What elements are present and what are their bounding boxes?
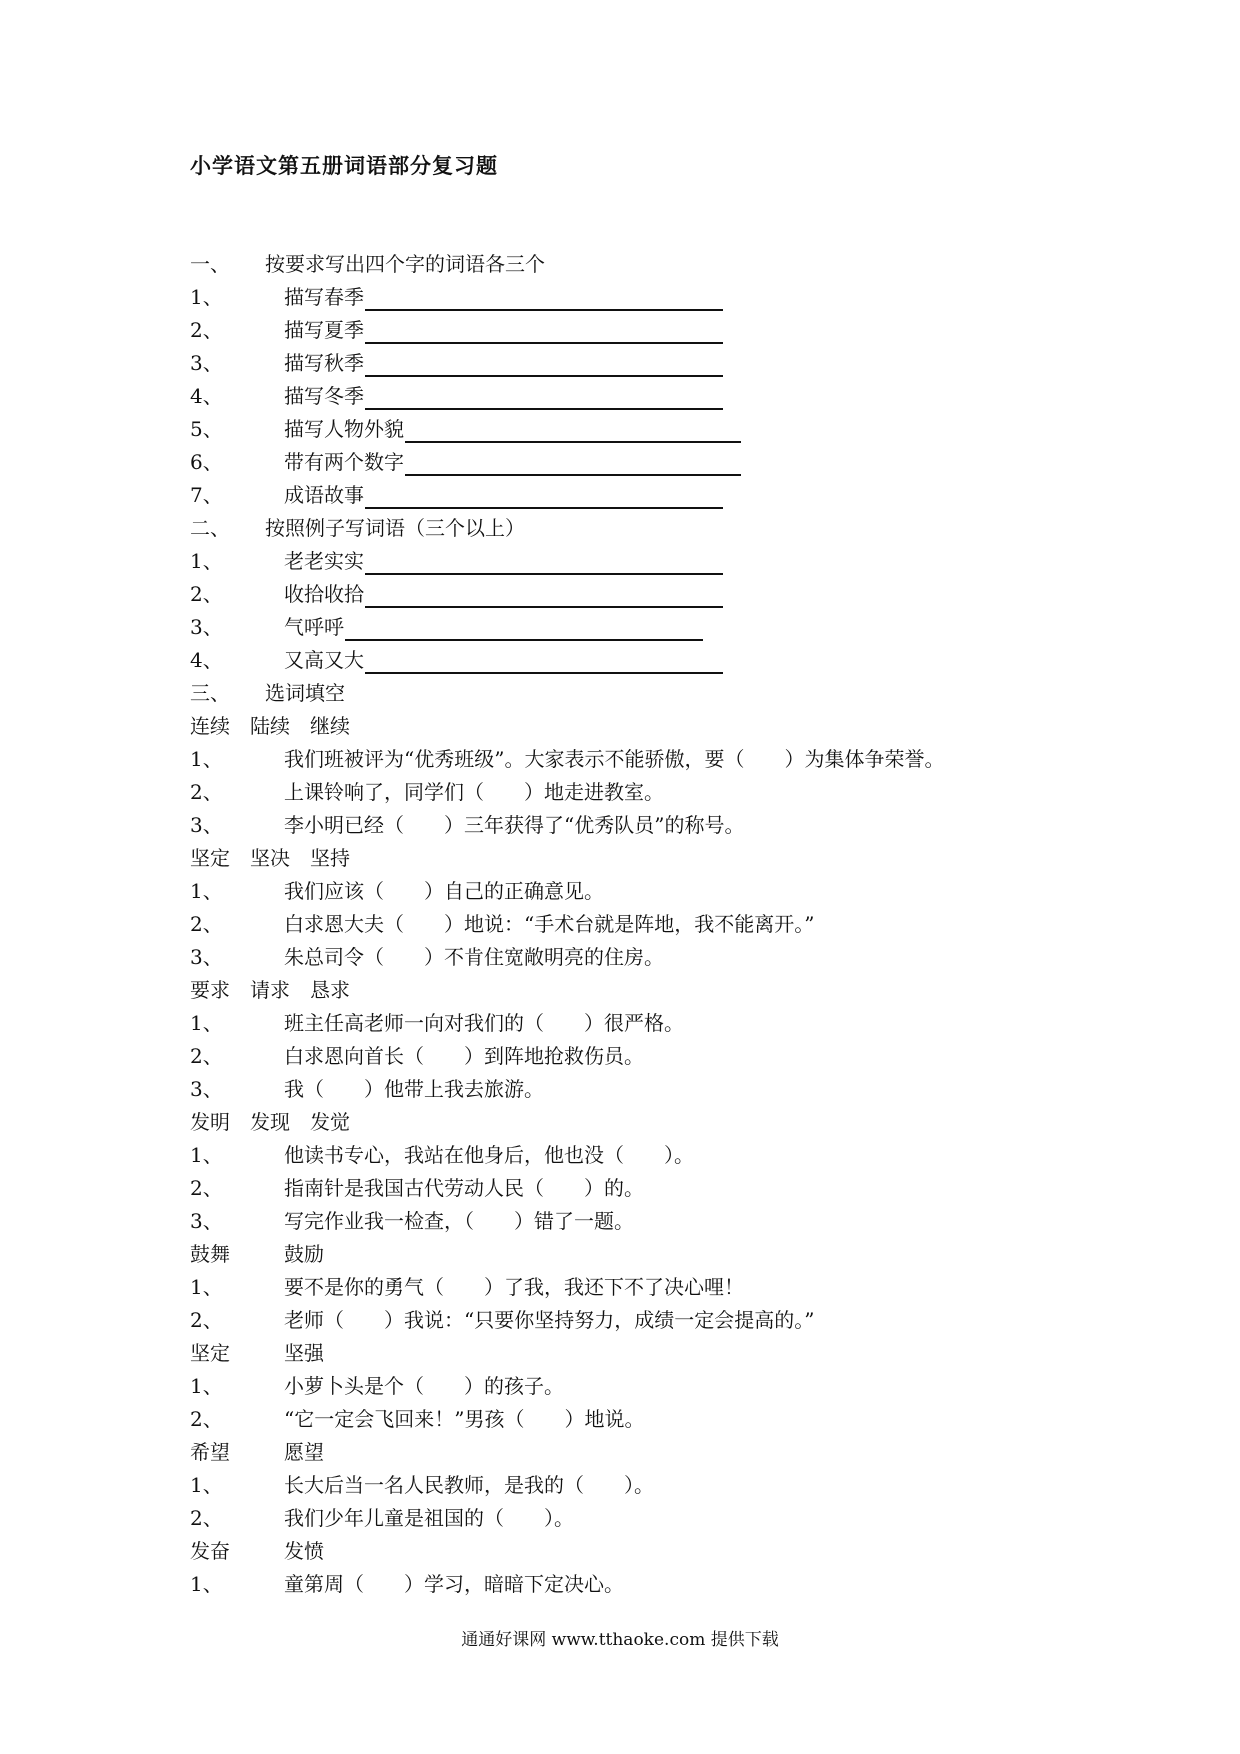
section-heading-3 xyxy=(190,677,1090,710)
item-number: 3、 xyxy=(190,1077,223,1101)
item-text: 童第周（ ）学习，暗暗下定决心。 xyxy=(284,1572,624,1596)
item-number: 1、 xyxy=(190,1572,223,1596)
answer-blank[interactable] xyxy=(365,384,723,410)
item-text: 白求恩向首长（ ）到阵地抢救伤员。 xyxy=(284,1044,644,1068)
word-option: 请求 xyxy=(250,978,290,1002)
list-item xyxy=(190,347,1090,380)
list-item xyxy=(190,743,1090,776)
list-item xyxy=(190,314,1090,347)
item-text: 班主任高老师一向对我们的（ ）很严格。 xyxy=(284,1011,684,1035)
item-number: 2、 xyxy=(190,1506,223,1530)
item-text: 指南针是我国古代劳动人民（ ）的。 xyxy=(284,1176,644,1200)
item-number: 1、 xyxy=(190,1374,223,1398)
item-number: 2、 xyxy=(190,1407,223,1431)
answer-blank[interactable] xyxy=(365,318,723,344)
item-text: 写完作业我一检查，（ ）错了一题。 xyxy=(284,1209,634,1233)
list-item xyxy=(190,644,1090,677)
word-choices xyxy=(190,1337,1090,1370)
word-option: 鼓舞 xyxy=(190,1242,230,1266)
list-item xyxy=(190,1007,1090,1040)
list-item xyxy=(190,1502,1090,1535)
list-item xyxy=(190,1403,1090,1436)
item-text: 我们班被评为“优秀班级”。大家表示不能骄傲，要（ ）为集体争荣誉。 xyxy=(284,747,945,771)
section-number: 三、 xyxy=(190,681,230,705)
item-number: 2、 xyxy=(190,1308,223,1332)
item-text: 白求恩大夫（ ）地说：“手术台就是阵地，我不能离开。” xyxy=(284,912,815,936)
list-item xyxy=(190,545,1090,578)
answer-blank[interactable] xyxy=(365,582,723,608)
item-number: 1、 xyxy=(190,1473,223,1497)
word-option: 希望 xyxy=(190,1440,230,1464)
item-number: 1、 xyxy=(190,879,223,903)
section-title: 按要求写出四个字的词语各三个 xyxy=(265,252,545,276)
word-option: 发觉 xyxy=(310,1110,350,1134)
list-item xyxy=(190,1040,1090,1073)
item-number: 3、 xyxy=(190,351,223,375)
word-option: 坚强 xyxy=(284,1341,324,1365)
word-option: 连续 xyxy=(190,714,230,738)
word-option: 坚定 xyxy=(190,846,230,870)
section-title: 按照例子写词语（三个以上） xyxy=(265,516,525,540)
item-number: 3、 xyxy=(190,615,223,639)
answer-blank[interactable] xyxy=(405,450,741,476)
word-option: 陆续 xyxy=(250,714,290,738)
item-number: 3、 xyxy=(190,813,223,837)
list-item xyxy=(190,776,1090,809)
item-text: 描写人物外貌 xyxy=(284,417,404,441)
word-option: 发愤 xyxy=(284,1539,324,1563)
word-option: 坚持 xyxy=(310,846,350,870)
page-title: 小学语文第五册词语部分复习题 xyxy=(190,153,498,178)
item-text: 要不是你的勇气（ ）了我，我还下不了决心哩！ xyxy=(284,1275,744,1299)
word-option: 坚定 xyxy=(190,1341,230,1365)
list-item xyxy=(190,1469,1090,1502)
word-option: 发现 xyxy=(250,1110,290,1134)
item-number: 2、 xyxy=(190,780,223,804)
item-text: 朱总司令（ ）不肯住宽敞明亮的住房。 xyxy=(284,945,664,969)
list-item xyxy=(190,413,1090,446)
item-text: 我们少年儿童是祖国的（ ）。 xyxy=(284,1506,574,1530)
list-item xyxy=(190,479,1090,512)
item-text: 描写冬季 xyxy=(284,384,364,408)
list-item xyxy=(190,1172,1090,1205)
item-number: 5、 xyxy=(190,417,223,441)
item-text: 老老实实 xyxy=(284,549,364,573)
list-item xyxy=(190,941,1090,974)
list-item xyxy=(190,1271,1090,1304)
list-item xyxy=(190,281,1090,314)
word-option: 发明 xyxy=(190,1110,230,1134)
word-option: 坚决 xyxy=(250,846,290,870)
word-option: 发奋 xyxy=(190,1539,230,1563)
item-text: 他读书专心，我站在他身后，他也没（ ）。 xyxy=(284,1143,694,1167)
item-text: 带有两个数字 xyxy=(284,450,404,474)
item-number: 2、 xyxy=(190,1176,223,1200)
item-text: “它一定会飞回来！”男孩（ ）地说。 xyxy=(284,1407,645,1431)
list-item xyxy=(190,446,1090,479)
list-item xyxy=(190,1139,1090,1172)
list-item xyxy=(190,578,1090,611)
item-number: 2、 xyxy=(190,1044,223,1068)
answer-blank[interactable] xyxy=(365,285,723,311)
word-choices xyxy=(190,710,1090,743)
item-number: 3、 xyxy=(190,945,223,969)
item-number: 3、 xyxy=(190,1209,223,1233)
word-choices xyxy=(190,1436,1090,1469)
item-text: 小萝卜头是个（ ）的孩子。 xyxy=(284,1374,564,1398)
list-item xyxy=(190,1304,1090,1337)
list-item xyxy=(190,875,1090,908)
word-choices xyxy=(190,1238,1090,1271)
item-number: 2、 xyxy=(190,318,223,342)
item-number: 1、 xyxy=(190,549,223,573)
list-item xyxy=(190,611,1090,644)
word-option: 恳求 xyxy=(310,978,350,1002)
word-option: 鼓励 xyxy=(284,1242,324,1266)
list-item xyxy=(190,1073,1090,1106)
answer-blank[interactable] xyxy=(345,615,703,641)
answer-blank[interactable] xyxy=(365,483,723,509)
item-number: 1、 xyxy=(190,1011,223,1035)
item-number: 4、 xyxy=(190,648,223,672)
item-text: 我（ ）他带上我去旅游。 xyxy=(284,1077,544,1101)
item-text: 描写夏季 xyxy=(284,318,364,342)
word-option: 愿望 xyxy=(284,1440,324,1464)
item-number: 2、 xyxy=(190,912,223,936)
item-number: 2、 xyxy=(190,582,223,606)
answer-blank[interactable] xyxy=(405,417,741,443)
item-text: 我们应该（ ）自己的正确意见。 xyxy=(284,879,604,903)
item-number: 6、 xyxy=(190,450,223,474)
word-option: 要求 xyxy=(190,978,230,1002)
word-choices xyxy=(190,842,1090,875)
item-text: 长大后当一名人民教师，是我的（ ）。 xyxy=(284,1473,654,1497)
word-choices xyxy=(190,974,1090,1007)
item-text: 描写秋季 xyxy=(284,351,364,375)
word-choices xyxy=(190,1106,1090,1139)
item-number: 4、 xyxy=(190,384,223,408)
item-text: 又高又大 xyxy=(284,648,364,672)
item-text: 气呼呼 xyxy=(284,615,344,639)
item-number: 1、 xyxy=(190,1143,223,1167)
section-heading-1 xyxy=(190,248,1090,281)
answer-blank[interactable] xyxy=(365,549,723,575)
list-item xyxy=(190,380,1090,413)
item-text: 李小明已经（ ）三年获得了“优秀队员”的称号。 xyxy=(284,813,745,837)
item-number: 1、 xyxy=(190,1275,223,1299)
answer-blank[interactable] xyxy=(365,648,723,674)
section-heading-2 xyxy=(190,512,1090,545)
section-title: 选词填空 xyxy=(265,681,345,705)
word-choices xyxy=(190,1535,1090,1568)
item-number: 1、 xyxy=(190,747,223,771)
item-text: 描写春季 xyxy=(284,285,364,309)
list-item xyxy=(190,908,1090,941)
item-text: 收拾收拾 xyxy=(284,582,364,606)
page-footer: 通通好课网 www.tthaoke.com 提供下载 xyxy=(461,1630,779,1650)
worksheet-body xyxy=(190,248,1090,1601)
item-text: 成语故事 xyxy=(284,483,364,507)
item-text: 上课铃响了，同学们（ ）地走进教室。 xyxy=(284,780,664,804)
list-item xyxy=(190,809,1090,842)
answer-blank[interactable] xyxy=(365,351,723,377)
word-option: 继续 xyxy=(310,714,350,738)
item-text: 老师（ ）我说：“只要你坚持努力，成绩一定会提高的。” xyxy=(284,1308,815,1332)
section-number: 一、 xyxy=(190,252,230,276)
section-number: 二、 xyxy=(190,516,230,540)
item-number: 1、 xyxy=(190,285,223,309)
item-number: 7、 xyxy=(190,483,223,507)
list-item xyxy=(190,1370,1090,1403)
list-item xyxy=(190,1568,1090,1601)
list-item xyxy=(190,1205,1090,1238)
